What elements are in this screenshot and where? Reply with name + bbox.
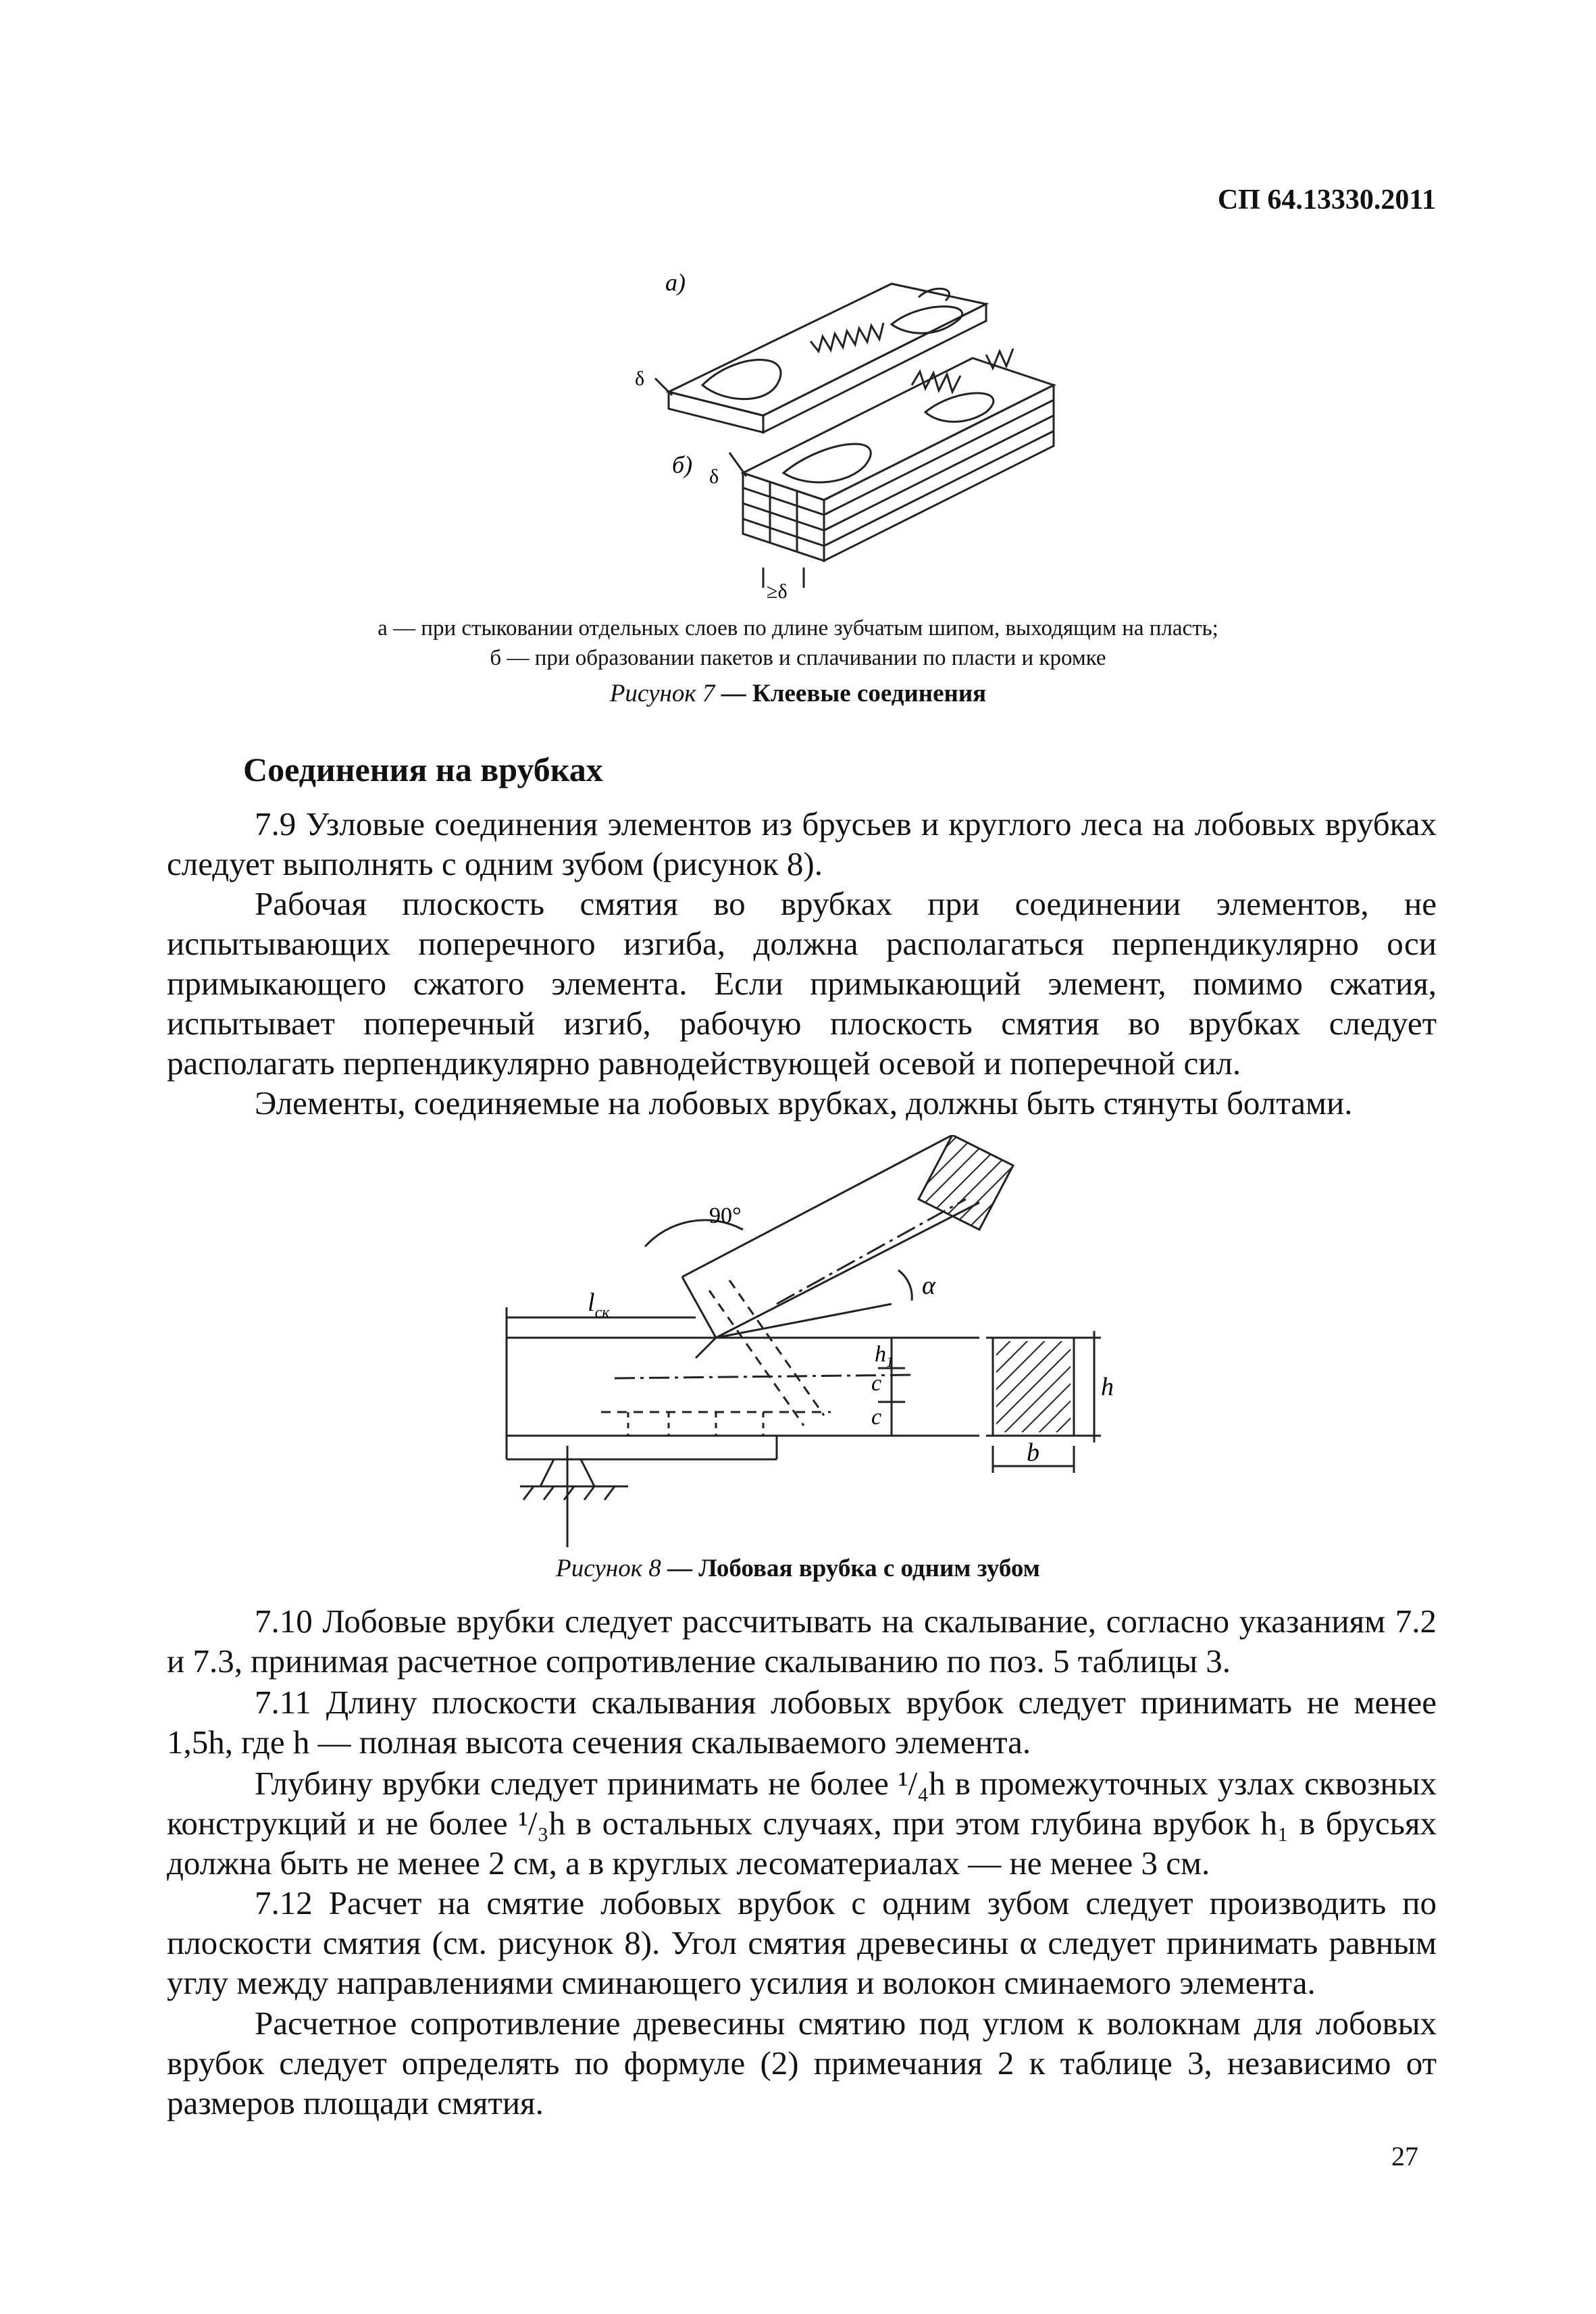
- paragraph-7-9-bolts: Элементы, соединяемые на лобовых врубках, должны быть стянуты болтами.: [255, 1084, 1353, 1122]
- h1-label: $h_1$: [875, 1342, 894, 1370]
- angle-90-label: 90°: [709, 1203, 742, 1228]
- document-code: СП 64.13330.2011: [1217, 184, 1436, 216]
- finger-joint-zigzag: [986, 349, 1013, 368]
- figure-7-caption-line-1: а — при стыковании отдельных слоев по длине зубчатым шипом, выходящим на пласть;: [378, 616, 1218, 640]
- figure-7-caption-line-2: б — при образовании пакетов и сплачивании по пласти и кромке: [490, 646, 1106, 670]
- finger-joint-zigzag: [912, 372, 960, 392]
- cross-section-hatch: [996, 1341, 1071, 1432]
- section-heading: Соединения на врубках: [243, 751, 603, 788]
- figure-7-glued-joints: [608, 250, 1094, 601]
- paragraph-7-11: 7.11 Длину плоскости скалывания лобовых врубок следует принимать не менее 1,5h, где h — полная высота сечения скалываемого элемента.: [167, 1684, 1437, 1761]
- strut-lower-edge: [716, 1203, 979, 1338]
- paragraph-7-9: 7.9 Узловые соединения элементов из брусьев и круглого леса на лобовых врубках следует выполнять с одним зубом (рисунок 8).: [167, 805, 1437, 882]
- paragraph-7-9-plane: Рабочая плоскость смятия во врубках при соединении элементов, не испытывающих поперечного изгиба, должна располагаться перпендикулярно оси примыкающего сжатого элемента. Если примыкающий элемент, помимо сжатия, испытывает поперечный изгиб, рабочую плоскость смятия во врубках следует располагать перпендикулярно равнодействующей осевой и поперечной сил.: [167, 885, 1437, 1082]
- grain-curve: [702, 360, 781, 399]
- figure-7-label-b: б): [672, 451, 693, 478]
- paragraph-resistance: Расчетное сопротивление древесины смятию под углом к волокнам для лобовых врубок следует определять по формуле (2) примечания 2 к таблице 3, независимо от размеров площади смятия.: [167, 2005, 1437, 2121]
- grain-curve: [783, 444, 871, 482]
- strut-section-hatch: [919, 1135, 1013, 1230]
- b-label: b: [1027, 1438, 1039, 1467]
- ge-delta-mark: ≥δ: [767, 580, 788, 601]
- figure-8-title: Рисунок 8 — Лобовая врубка с одним зубом: [556, 1555, 1040, 1582]
- figure-7-title: Рисунок 7 — Клеевые соединения: [609, 680, 987, 707]
- h-label: h: [1101, 1373, 1114, 1401]
- board-a-top-face: [669, 284, 986, 416]
- paragraph-7-10: 7.10 Лобовые врубки следует рассчитывать на скалывание, согласно указаниям 7.2 и 7.3, принимая расчетное сопротивление скалыванию по поз. 5 таблицы 3.: [167, 1603, 1437, 1680]
- figure-7-label-a: а): [665, 269, 686, 296]
- paragraph-notch-depth: Глубину врубки следует принимать не более ¹/₄h в промежуточных узлах сквозных конструкций и не более ¹/₃h в остальных случаях, при этом глубина врубок h₁ в брусьях должна быть не менее 2 см, а в круглых лесоматериалах — не менее 3 см.: [167, 1765, 1437, 1882]
- l-sk-label: $l_{ск}$: [588, 1288, 610, 1322]
- delta-mark-b: δ: [709, 466, 719, 488]
- c-label-1: c: [871, 1371, 882, 1396]
- page-number: 27: [1391, 2141, 1418, 2171]
- alpha-label: α: [922, 1272, 935, 1300]
- figure-8-front-notch: [493, 1135, 1141, 1561]
- delta-mark-a: δ: [635, 368, 645, 390]
- c-label-2: c: [871, 1405, 882, 1430]
- finger-joint-zigzag: [810, 323, 883, 351]
- grain-curve: [925, 393, 994, 422]
- grain-curve: [892, 307, 962, 334]
- paragraph-7-12: 7.12 Расчет на смятие лобовых врубок с одним зубом следует производить по плоскости смятия (см. рисунок 8). Угол смятия древесины α следует принимать равным углу между направлениями сминающего усилия и волокон сминаемого элемента.: [167, 1884, 1437, 2001]
